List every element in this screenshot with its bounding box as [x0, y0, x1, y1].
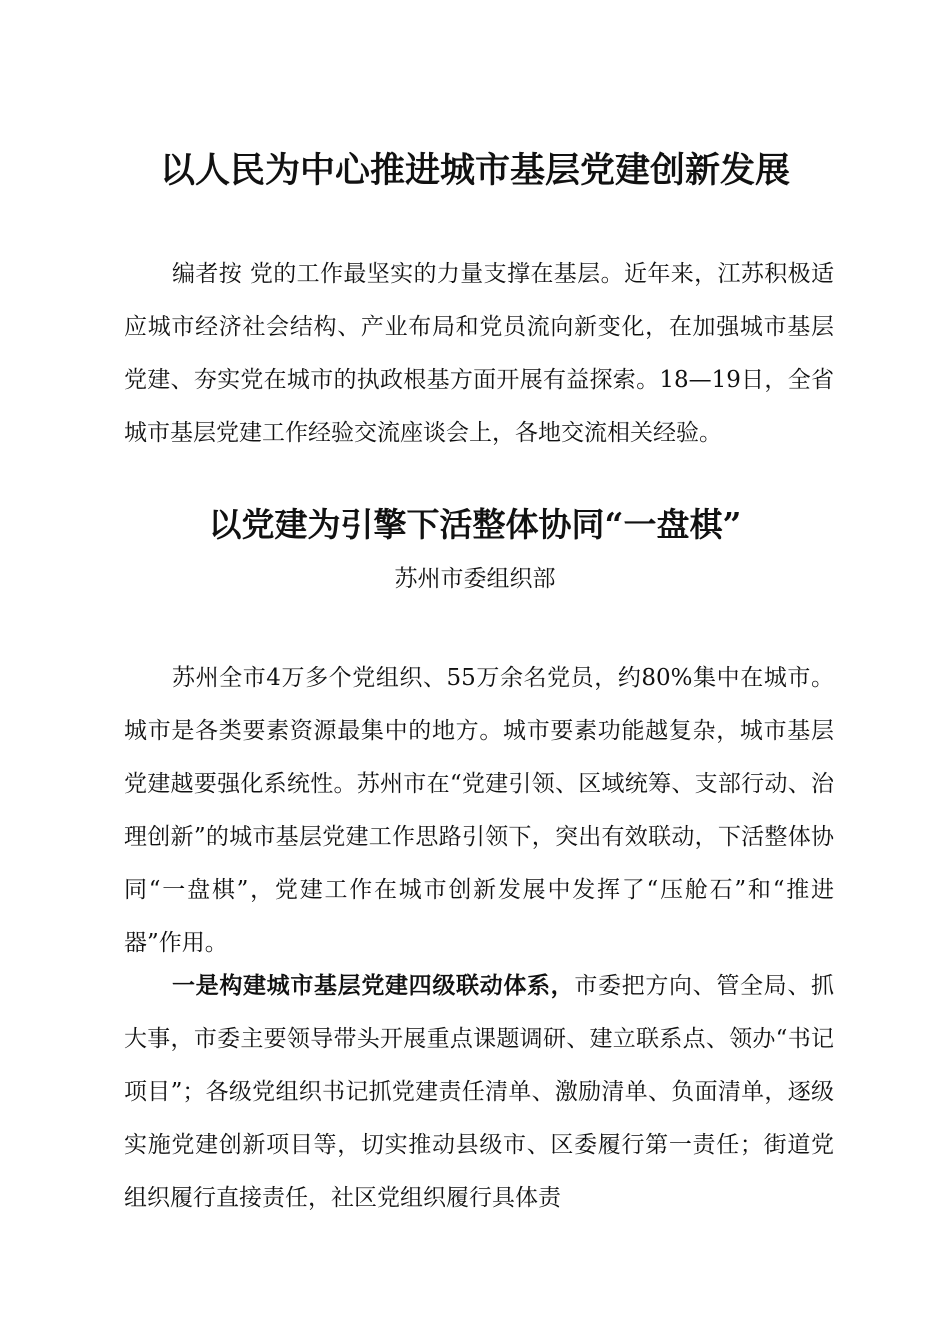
article-paragraph-1: 苏州全市4万多个党组织、55万余名党员，约80%集中在城市。城市是各类要素资源最集中的地方。城市要素功能越复杂，城市基层党建越要强化系统性。苏州市在“党建引领、区域统筹、支部行动、治理创新”的城市基层党建工作思路引领下，突出有效联动，下活整体协同“一盘棋”，党建工作在城市创新发展中发挥了“压舱石”和“推进器”作用。 — [124, 665, 834, 956]
document-title: 以人民为中心推进城市基层党建创新发展 — [159, 150, 790, 191]
article-paragraph-2 — [124, 960, 834, 1225]
article-author: 苏州市委组织部 — [394, 566, 556, 592]
paragraph-2-lead: 一是构建城市基层党建四级联动体系， — [172, 973, 575, 999]
editor-note: 编者按 党的工作最坚实的力量支撑在基层。近年来，江苏积极适应城市经济社会结构、产业布局和党员流向新变化，在加强城市基层党建、夯实党在城市的执政根基方面开展有益探索。18—19日，全省城市基层党建工作经验交流座谈会上，各地交流相关经验。 — [124, 261, 834, 446]
paragraph-2-body: 市委把方向、管全局、抓大事，市委主要领导带头开展重点课题调研、建立联系点、领办“书记项目”；各级党组织书记抓党建责任清单、激励清单、负面清单，逐级实施党建创新项目等，切实推动县级市、区委履行第一责任；街道党组织履行直接责任，社区党组织履行具体责 — [124, 973, 835, 1211]
article-title: 以党建为引擎下活整体协同“一盘棋” — [208, 505, 742, 544]
